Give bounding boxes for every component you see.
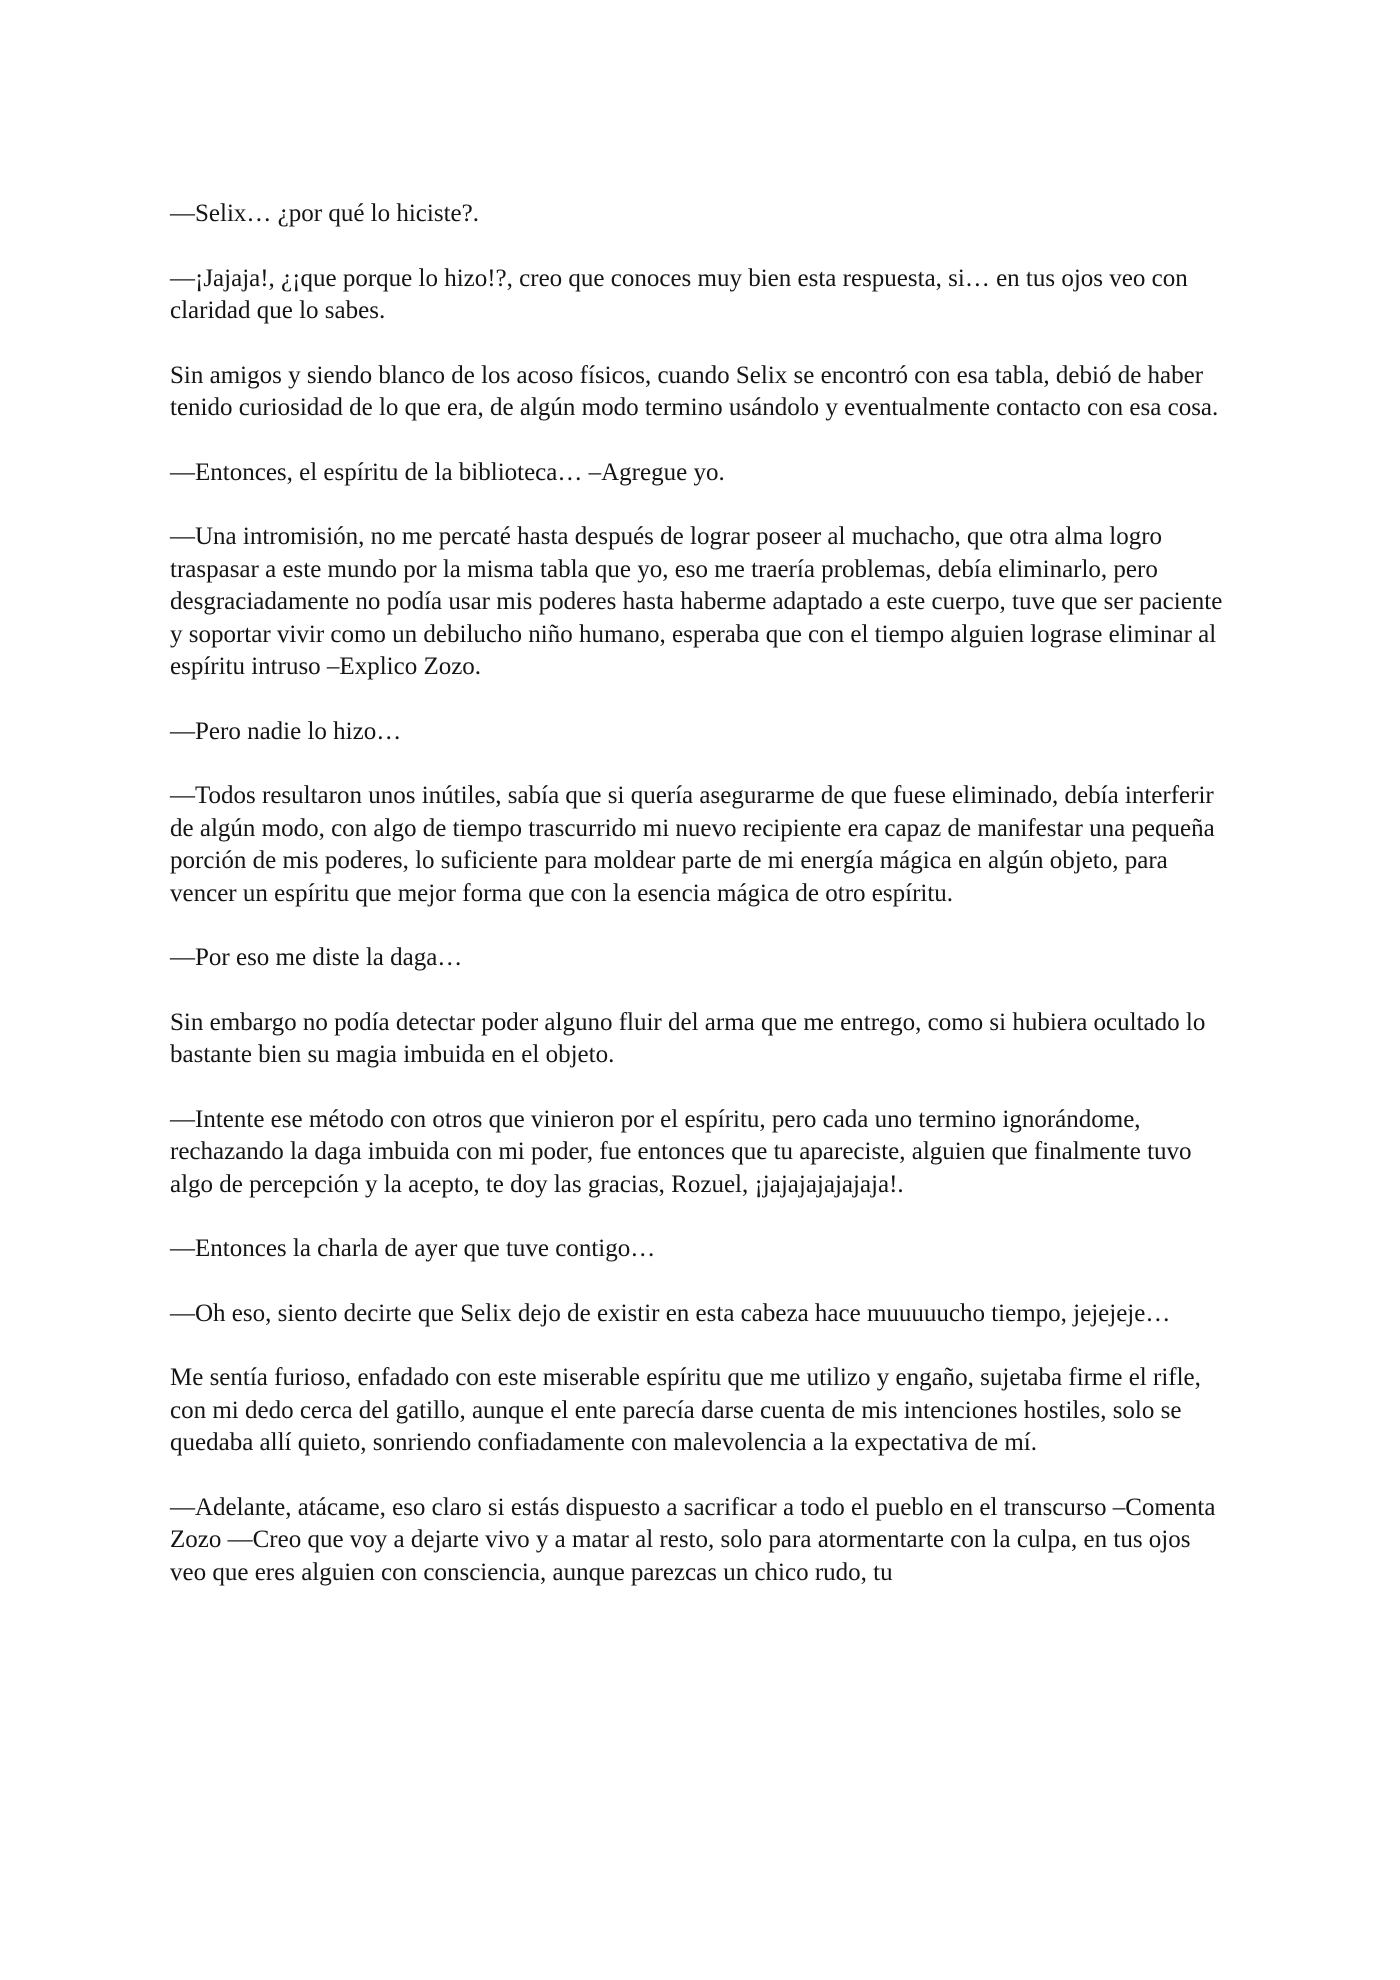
paragraph: —¡Jajaja!, ¿¡que porque lo hizo!?, creo que conoces muy bien esta respuesta, si… en tus ojos veo con claridad que lo sabes.	[170, 264, 1188, 324]
paragraph: —Selix… ¿por qué lo hiciste?.	[170, 200, 479, 227]
paragraph: —Una intromisión, no me percaté hasta después de lograr poseer al muchacho, que otra alma logro traspasar a este mundo por la misma tabla que yo, eso me traería problemas, debía eliminarlo, pero desgraciadamente no podía usar mis poderes hasta haberme adaptado a este cuerpo, tuve que ser paciente y soportar vivir como un debilucho niño humano, esperaba que con el tiempo alguien lograse eliminar al espíritu intruso –Explico Zozo.	[170, 523, 1223, 680]
paragraph: —Entonces la charla de ayer que tuve contigo…	[170, 1235, 656, 1262]
paragraph: —Oh eso, siento decirte que Selix dejo de existir en esta cabeza hace muuuuucho tiempo, jejejeje…	[170, 1299, 1171, 1327]
paragraph: —Intente ese método con otros que vinieron por el espíritu, pero cada uno termino ignorándome, rechazando la daga imbuida con mi poder, fue entonces que tu apareciste, alguien que finalmente tuvo algo de percepción y la acepto, te doy las gracias, Rozuel, ¡jajajajajajaja!.	[170, 1105, 1192, 1198]
paragraph: —Adelante, atácame, eso claro si estás dispuesto a sacrificar a todo el pueblo en el transcurso –Comenta Zozo —Creo que voy a dejarte vivo y a matar al resto, solo para atormentarte con la culpa, en tus ojos veo que eres alguien con consciencia, aunque parezcas un chico rudo, tu	[170, 1493, 1216, 1586]
document-body	[170, 198, 1230, 1589]
paragraph: Sin amigos y siendo blanco de los acoso físicos, cuando Selix se encontró con esa tabla, debió de haber tenido curiosidad de lo que era, de algún modo termino usándolo y eventualmente contacto con esa cosa.	[170, 361, 1219, 421]
paragraph: —Todos resultaron unos inútiles, sabía que si quería asegurarme de que fuese eliminado, debía interferir de algún modo, con algo de tiempo trascurrido mi nuevo recipiente era capaz de manifestar una pequeña porción de mis poderes, lo suficiente para moldear parte de mi energía mágica en algún objeto, para vencer un espíritu que mejor forma que con la esencia mágica de otro espíritu.	[170, 782, 1215, 907]
paragraph: —Pero nadie lo hizo…	[170, 717, 402, 745]
paragraph: Sin embargo no podía detectar poder alguno fluir del arma que me entrego, como si hubiera ocultado lo bastante bien su magia imbuida en el objeto.	[170, 1008, 1206, 1068]
paragraph: —Por eso me diste la daga…	[170, 944, 463, 971]
paragraph: Me sentía furioso, enfadado con este miserable espíritu que me utilizo y engaño, sujetaba firme el rifle, con mi dedo cerca del gatillo, aunque el ente parecía darse cuenta de mis intenciones hostiles, solo se quedaba allí quieto, sonriendo confiadamente con malevolencia a la expectativa de mí.	[170, 1364, 1201, 1456]
paragraph: —Entonces, el espíritu de la biblioteca… –Agregue yo.	[170, 458, 725, 486]
